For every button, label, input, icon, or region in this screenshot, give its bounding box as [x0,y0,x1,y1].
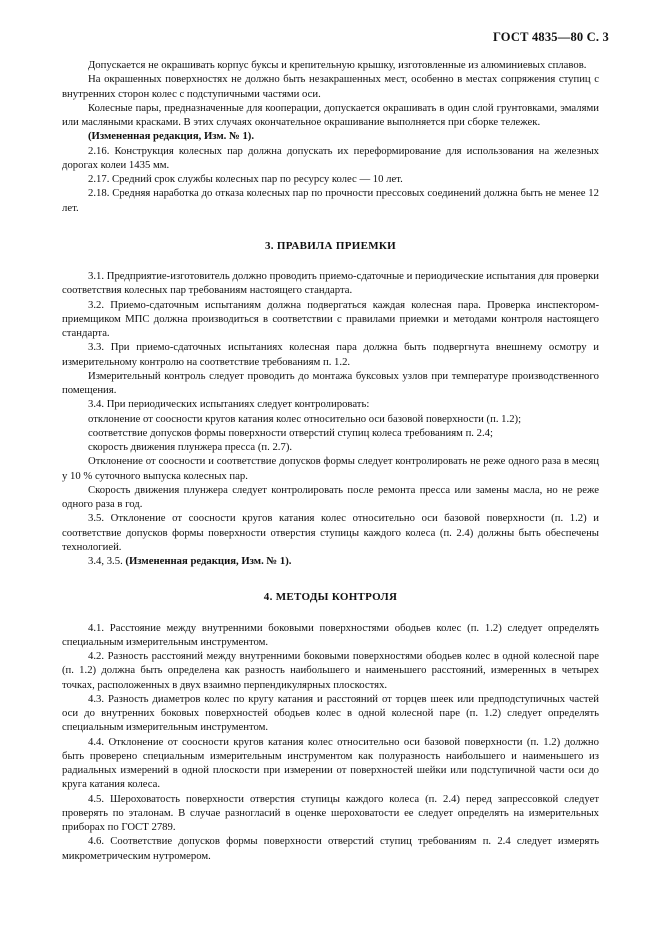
paragraph: Отклонение от соосности и соответствие допусков формы следует контролировать не реже одного раза в месяц у 10 % суточного выпуска колесных пар. [62,455,599,482]
paragraph: 4.1. Расстояние между внутренними боковыми поверхностями ободьев колес (п. 1.2) следует определять специальным измерительным инструментом. [62,621,599,648]
paragraph: 3.5. Отклонение от соосности кругов катания колес относительно оси базовой поверхности (п. 1.2) и соответствие допусков формы поверхности отверстия ступицы каждого колеса (п. 2.4) должны быть обеспечены технологией. [62,512,599,553]
paragraph: 2.18. Средняя наработка до отказа колесных пар по прочности прессовых соединений должна быть не менее 12 лет. [62,187,599,214]
paragraph: 3.4. При периодических испытаниях следует контролировать: [88,398,370,411]
section-title-control-methods: 4. МЕТОДЫ КОНТРОЛЯ [263,591,398,604]
paragraph: 4.2. Разность расстояний между внутренними боковыми поверхностями ободьев колес в одной колесной паре (п. 1.2) должна быть определена как разность наибольшего и наименьшего расстояний, измеренных в четырех точках, расположенных в двух взаимно перпендикулярных плоскостях. [62,650,599,691]
paragraph: 3.2. Приемо-сдаточным испытаниям должна подвергаться каждая колесная пара. Проверка инспектором-приемщиком МПС должна производиться в соответствии с правилами приемки и методами контроля настоящего стандарта. [62,298,599,339]
paragraph: 3.3. При приемо-сдаточных испытаниях колесная пара должна быть подвергнута внешнему осмотру и измерительному контролю на соответствие требованиям п. 1.2. [62,341,599,368]
paragraph: 2.16. Конструкция колесных пар должна допускать их переформирование для использования на железных дорогах колеи 1435 мм. [62,144,599,171]
paragraph: 2.17. Средний срок службы колесных пар по ресурсу колес — 10 лет. [88,173,403,185]
amendment-note [62,554,599,568]
paragraph: Допускается не окрашивать корпус буксы и крепительную крышку, изготовленные из алюминиевых сплавов. [88,59,587,71]
document-body [62,58,599,863]
paragraph: Колесные пары, предназначенные для кооперации, допускается окрашивать в один слой грунтовками, эмалями или масляными красками. В этих случаях окончательное окрашивание выполняется при сборке тележек. [62,101,599,128]
page-header: ГОСТ 4835—80 С. 3 [492,30,609,44]
paragraph: Скорость движения плунжера следует контролировать после ремонта пресса или замены масла, но не реже одного раза в год. [62,483,599,510]
paragraph: Измерительный контроль следует проводить до монтажа буксовых узлов при температуре производственного помещения. [62,369,599,396]
list-item: скорость движения плунжера пресса (п. 2.7). [88,441,293,453]
amendment-text: (Измененная редакция, Изм. № 1). [125,555,292,567]
amendment-ref: 3.4, 3.5. [88,555,126,567]
paragraph: 4.5. Шероховатость поверхности отверстия ступицы каждого колеса (п. 2.4) перед запрессовкой следует проверять по эталонам. В случае разногласий в оценке шероховатости ее следует определять на измерительных приборах по ГОСТ 2789. [62,792,599,833]
list-item: отклонение от соосности кругов катания колес относительно оси базовой поверхности (п. 1.2); [88,412,522,425]
paragraph: 4.4. Отклонение от соосности кругов катания колес относительно оси базовой поверхности (п. 1.2) должно быть проверено специальным измерительным инструментом как полуразность наибольшего и наименьшего из радиальных измерений в одной плоскости при измерении от поверхностей шейки или подступичной части оси до круга катания колеса. [62,735,599,791]
list-item: соответствие допусков формы поверхности отверстий ступиц колеса требованиям п. 2.4; [88,426,493,439]
paragraph: 4.3. Разность диаметров колес по кругу катания и расстояний от торцев шеек или предподступичных частей оси до внутренних боковых поверхностей ободьев колес в одной колесной паре (п. 1.2) следует определять специальным измерительным инструментом. [62,692,599,734]
paragraph: 4.6. Соответствие допусков формы поверхности отверстий ступиц требованиям п. 2.4 следует измерять микрометрическим нутромером. [62,835,599,862]
section-title-acceptance: 3. ПРАВИЛА ПРИЕМКИ [264,239,397,252]
paragraph: 3.1. Предприятие-изготовитель должно проводить приемо-сдаточные и периодические испытания для проверки соответствия колесных пар требованиям настоящего стандарта. [62,270,599,297]
amendment-note: (Измененная редакция, Изм. № 1). [88,130,255,143]
paragraph: На окрашенных поверхностях не должно быть незакрашенных мест, особенно в местах сопряжения ступиц с внутренних сторон колес с подступичными частями оси. [62,73,599,100]
